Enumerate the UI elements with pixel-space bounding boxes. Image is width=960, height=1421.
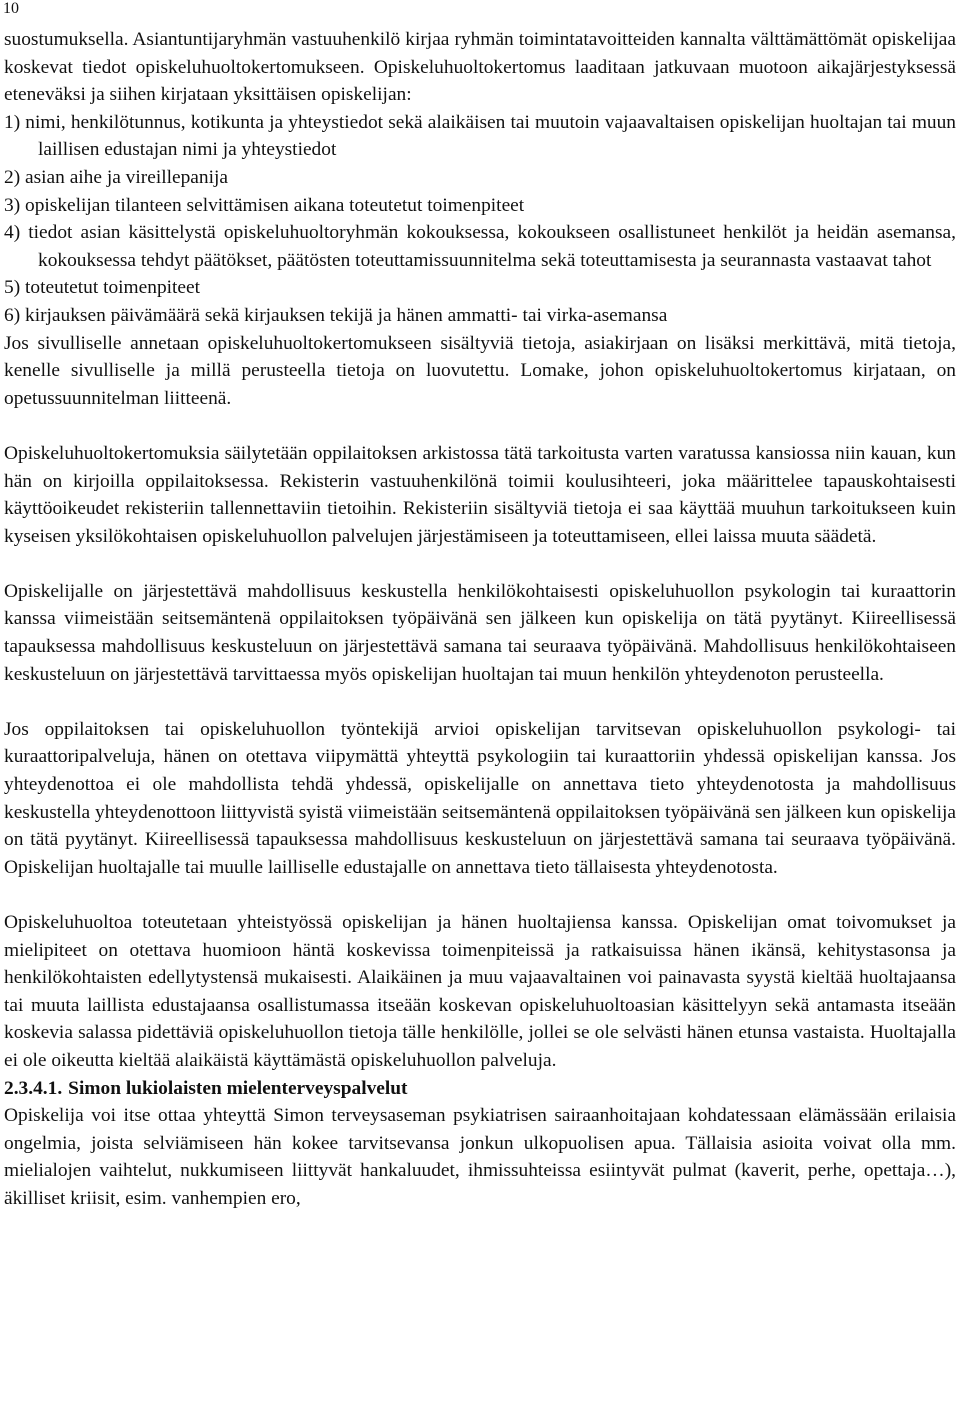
cooperation-paragraph: Opiskeluhuoltoa toteutetaan yhteistyössä opiskelijan ja hänen huoltajiensa kanssa. Opiskelijan omat toivomukset ja mielipiteet on otettava huomioon häntä koskevissa toimenpiteissä ja ratkaisuissa hänen ikänsä, kehitystasonsa ja henkilökohtaisten edellytystensä mukaisesti. Alaikäinen ja muu vajaavaltainen voi painavasta syystä kieltää huoltajaansa tai muuta laillista edustajaansa osallistumassa itseään koskevan opiskeluhuoltoasian käsittelyyn sekä antamasta itseään koskevia salassa pidettäviä opiskeluhuollon tietoja tälle henkilölle, jollei se ole selvästi hänen etunsa vastaista. Huoltajalla ei ole oikeutta kieltää alaikäistä käyttämästä opiskeluhuollon palveluja. [4,912,956,1071]
list-item: 4) tiedot asian käsittelystä opiskeluhuoltoryhmän kokouksessa, kokoukseen osallistuneet henkilöt ja heidän asemansa, kokouksessa tehdyt päätökset, päätösten toteuttamissuunnitelma sekä toteuttamisesta ja seurannasta vastaavat tahot [4,222,956,271]
intro-paragraph: suostumuksella. Asiantuntijaryhmän vastuuhenkilö kirjaa ryhmän toimintatavoitteiden kannalta välttämättömät opiskelijaa koskevat tiedot opiskeluhuoltokertomukseen. Opiskeluhuoltokertomus laaditaan jatkuvaan muotoon aikajärjestyksessä eteneväksi ja siihen kirjataan yksittäisen opiskelijan: [4,29,956,106]
list-item: 1) nimi, henkilötunnus, kotikunta ja yhteystiedot sekä alaikäisen tai muutoin vajaavaltaisen opiskelijan huoltajan tai muun laillisen edustajan nimi ja yhteystiedot [4,111,956,161]
record-list [4,109,956,330]
list-item: 6) kirjauksen päivämäärä sekä kirjauksen tekijä ja hänen ammatti- tai virka-asemansa [4,304,668,326]
section-number: 2.3.4.1. [4,1077,63,1099]
archive-paragraph: Opiskeluhuoltokertomuksia säilytetään oppilaitoksen arkistossa tätä tarkoitusta varten varatussa kansiossa niin kauan, kun hän on kirjoilla oppilaitoksessa. Rekisterin vastuuhenkilönä toimii koulusihteeri, joka määrittelee tapauskohtaisesti käyttöoikeudet rekisteriin tallennettaviin tietoihin. Rekisteriin sisältyviä tietoja ei saa käyttää muuhun tarkoitukseen kuin kyseisen yksilökohtaisen opiskeluhuollon palvelujen järjestämiseen ja toteuttamiseen, ellei laissa muuta säädetä. [4,442,956,547]
list-item: 3) opiskelijan tilanteen selvittämisen aikana toteutetut toimenpiteet [4,194,525,216]
section-title: Simon lukiolaisten mielenterveyspalvelut [68,1077,408,1099]
discussion-paragraph: Opiskelijalle on järjestettävä mahdollisuus keskustella henkilökohtaisesti opiskeluhuollon psykologin tai kuraattorin kanssa viimeistään seitsemäntenä oppilaitoksen työpäivänä sen jälkeen kun opiskelija on tätä pyytänyt. Kiireellisessä tapauksessa mahdollisuus keskusteluun on järjestettävä samana tai seuraava työpäivänä. Mahdollisuus henkilökohtaiseen keskusteluun on järjestettävä tarvittaessa myös opiskelijan huoltajan tai muun henkilön yhteydenoton perusteella. [4,580,956,685]
document-body [4,26,956,1213]
disclosure-paragraph: Jos sivulliselle annetaan opiskeluhuoltokertomukseen sisältyviä tietoja, asiakirjaan on lisäksi merkittävä, mitä tietoja, kenelle sivulliselle ja millä perusteella tietoja on luovutettu. Lomake, johon opiskeluhuoltokertomus kirjataan, on opetussuunnitelman liitteenä. [4,332,956,409]
list-item: 5) toteutetut toimenpiteet [4,277,201,299]
list-item: 2) asian aihe ja vireillepanija [4,166,228,188]
contact-paragraph: Jos oppilaitoksen tai opiskeluhuollon työntekijä arvioi opiskelijan tarvitsevan opiskeluhuollon psykologi- tai kuraattoripalveluja, hänen on otettava viipymättä yhteyttä psykologiin tai kuraattoriin yhdessä opiskelijan kanssa. Jos yhteydenottoa ei ole mahdollista tehdä yhdessä, opiskelijalle on annettava tieto yhteydenotosta ja mahdollisuus keskustella yhteydenottoon liittyvistä syistä viimeistään seitsemäntenä oppilaitoksen työpäivänä sen jälkeen kun opiskelija on tätä pyytänyt. Kiireellisessä tapauksessa mahdollisuus keskusteluun on järjestettävä samana tai seuraava työpäivänä. Opiskelijan huoltajalle tai muulle lailliselle edustajalle on annettava tieto tällaisesta yhteydenotosta. [4,718,956,878]
page-number: 10 [3,0,19,17]
section-paragraph: Opiskelija voi itse ottaa yhteyttä Simon terveysaseman psykiatrisen sairaanhoitajaan kohdatessaan elämässään erilaisia ongelmia, joista selviämiseen hän kokee tarvitsevansa jonkun ulkopuolisen apua. Tällaisia asioita voivat olla mm. mielialojen vaihtelut, nukkumiseen liittyvät hankaluudet, ihmissuhteissa esiintyvät pulmat (kaverit, perhe, opettaja…), äkilliset kriisit, esim. vanhempien ero, [4,1105,956,1209]
section-heading [4,1075,956,1103]
